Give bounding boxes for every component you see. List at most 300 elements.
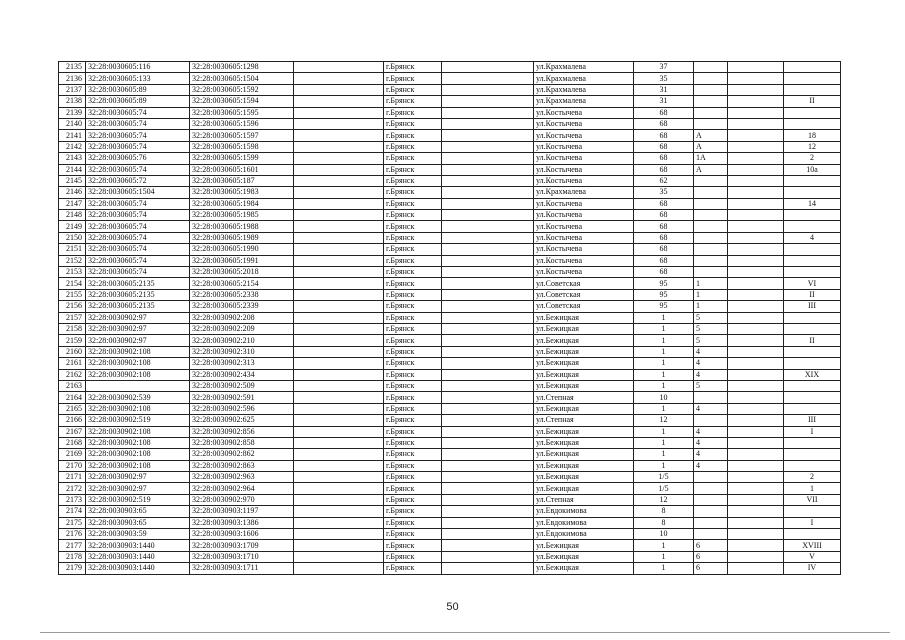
cell-street: ул.Костычева [534,153,634,164]
cell-apartment [784,506,841,517]
cell-cadastral-number: 32:28:0030902:313 [190,358,294,369]
cell-city: г.Брянск [384,210,442,221]
cell-blank-col-2 [442,255,534,266]
cell-blank-col [294,415,384,426]
cell-city: г.Брянск [384,506,442,517]
cell-parent-cadastral-number: 32:28:0030605:74 [86,141,190,152]
cell-blank-col-2 [442,153,534,164]
cell-city: г.Брянск [384,232,442,243]
cell-house-number: 1 [634,312,694,323]
cell-parent-cadastral-number: 32:28:0030902:108 [86,358,190,369]
cell-building [694,221,728,232]
cell-building [694,255,728,266]
cell-blank-col [294,335,384,346]
cell-blank-col [294,289,384,300]
cell-apartment [784,84,841,95]
cell-blank-col [294,130,384,141]
cell-cadastral-number: 32:28:0030605:1991 [190,255,294,266]
cell-row-number: 2157 [59,312,86,323]
table-row [59,449,841,460]
cell-city: г.Брянск [384,335,442,346]
cell-city: г.Брянск [384,551,442,562]
cell-building: 4 [694,346,728,357]
cell-house-number: 1 [634,403,694,414]
cell-parent-cadastral-number: 32:28:0030903:59 [86,529,190,540]
cell-row-number: 2155 [59,289,86,300]
cell-cadastral-number: 32:28:0030605:1601 [190,164,294,175]
cell-street: ул.Костычева [534,118,634,129]
cell-parent-cadastral-number: 32:28:0030605:76 [86,153,190,164]
cell-row-number: 2169 [59,449,86,460]
cell-blank-col [294,84,384,95]
cell-apartment [784,267,841,278]
cell-blank-col-3 [728,426,784,437]
cell-blank-col-2 [442,415,534,426]
cell-parent-cadastral-number: 32:28:0030605:116 [86,62,190,73]
cell-blank-col-2 [442,449,534,460]
table-row [59,483,841,494]
cell-blank-col-3 [728,437,784,448]
cell-apartment: I [784,517,841,528]
cell-blank-col-3 [728,96,784,107]
cell-blank-col-3 [728,175,784,186]
cell-blank-col-2 [442,84,534,95]
table-row [59,540,841,551]
cell-blank-col [294,529,384,540]
cell-apartment [784,529,841,540]
table-row [59,175,841,186]
table-row [59,96,841,107]
cell-street: ул.Евдокимова [534,529,634,540]
cell-building [694,267,728,278]
bottom-rule [40,632,890,633]
cell-cadastral-number: 32:28:0030902:856 [190,426,294,437]
cell-blank-col [294,449,384,460]
cell-blank-col-3 [728,380,784,391]
table-row [59,267,841,278]
cell-blank-col [294,563,384,574]
cell-blank-col-3 [728,483,784,494]
cell-parent-cadastral-number: 32:28:0030903:65 [86,506,190,517]
cell-street: ул.Советская [534,301,634,312]
cell-cadastral-number: 32:28:0030605:2338 [190,289,294,300]
cell-building [694,483,728,494]
cell-city: г.Брянск [384,187,442,198]
cell-apartment [784,380,841,391]
cell-row-number: 2163 [59,380,86,391]
cell-blank-col-2 [442,506,534,517]
cell-street: ул.Бежицкая [534,346,634,357]
cell-apartment [784,323,841,334]
cell-row-number: 2159 [59,335,86,346]
cell-parent-cadastral-number: 32:28:0030605:74 [86,164,190,175]
cell-street: ул.Бежицкая [534,403,634,414]
cell-blank-col-2 [442,437,534,448]
cell-row-number: 2144 [59,164,86,175]
cell-building: 5 [694,312,728,323]
cell-cadastral-number: 32:28:0030903:1711 [190,563,294,574]
cell-city: г.Брянск [384,278,442,289]
cell-house-number: 12 [634,494,694,505]
cell-parent-cadastral-number: 32:28:0030902:108 [86,437,190,448]
cell-apartment: 4 [784,232,841,243]
table-row [59,323,841,334]
cell-city: г.Брянск [384,483,442,494]
cell-blank-col-2 [442,323,534,334]
cell-house-number: 1 [634,460,694,471]
cell-apartment [784,107,841,118]
cell-cadastral-number: 32:28:0030902:434 [190,369,294,380]
cell-row-number: 2177 [59,540,86,551]
cell-row-number: 2174 [59,506,86,517]
cell-city: г.Брянск [384,73,442,84]
cell-street: ул.Бежицкая [534,460,634,471]
cell-parent-cadastral-number: 32:28:0030605:2135 [86,289,190,300]
registry-table [58,61,841,575]
table-row [59,494,841,505]
cell-house-number: 31 [634,84,694,95]
cell-blank-col-3 [728,312,784,323]
cell-building: 4 [694,403,728,414]
cell-blank-col-3 [728,232,784,243]
cell-row-number: 2139 [59,107,86,118]
cell-blank-col-2 [442,346,534,357]
cell-blank-col-3 [728,289,784,300]
cell-row-number: 2152 [59,255,86,266]
cell-blank-col-3 [728,369,784,380]
cell-row-number: 2171 [59,472,86,483]
cell-building [694,392,728,403]
cell-parent-cadastral-number: 32:28:0030605:74 [86,130,190,141]
cell-street: ул.Бежицкая [534,380,634,391]
cell-cadastral-number: 32:28:0030903:1386 [190,517,294,528]
cell-building: 6 [694,551,728,562]
cell-blank-col-3 [728,506,784,517]
cell-row-number: 2147 [59,198,86,209]
table-row [59,369,841,380]
table-row [59,529,841,540]
cell-cadastral-number: 32:28:0030902:863 [190,460,294,471]
cell-cadastral-number: 32:28:0030902:591 [190,392,294,403]
cell-blank-col-2 [442,244,534,255]
cell-apartment: XIX [784,369,841,380]
cell-blank-col [294,312,384,323]
cell-row-number: 2138 [59,96,86,107]
cell-blank-col-2 [442,118,534,129]
cell-apartment: VI [784,278,841,289]
cell-house-number: 35 [634,73,694,84]
table-row [59,415,841,426]
cell-city: г.Брянск [384,118,442,129]
cell-apartment [784,437,841,448]
cell-parent-cadastral-number: 32:28:0030605:1504 [86,187,190,198]
cell-blank-col-3 [728,73,784,84]
cell-street: ул.Евдокимова [534,517,634,528]
cell-street: ул.Степная [534,392,634,403]
cell-blank-col-2 [442,96,534,107]
cell-house-number: 1 [634,369,694,380]
table-row [59,460,841,471]
cell-cadastral-number: 32:28:0030902:210 [190,335,294,346]
table-row [59,107,841,118]
cell-parent-cadastral-number: 32:28:0030902:97 [86,312,190,323]
cell-blank-col-3 [728,244,784,255]
cell-blank-col-2 [442,312,534,323]
cell-blank-col [294,278,384,289]
cell-row-number: 2175 [59,517,86,528]
cell-city: г.Брянск [384,369,442,380]
cell-apartment [784,221,841,232]
cell-blank-col [294,187,384,198]
cell-blank-col-3 [728,118,784,129]
cell-building [694,84,728,95]
cell-blank-col [294,141,384,152]
cell-row-number: 2158 [59,323,86,334]
cell-building [694,472,728,483]
cell-blank-col [294,472,384,483]
cell-apartment [784,118,841,129]
cell-row-number: 2143 [59,153,86,164]
cell-parent-cadastral-number: 32:28:0030605:74 [86,210,190,221]
cell-blank-col-3 [728,210,784,221]
cell-house-number: 37 [634,62,694,73]
cell-house-number: 68 [634,267,694,278]
cell-blank-col-2 [442,358,534,369]
cell-street: ул.Костычева [534,141,634,152]
cell-apartment [784,449,841,460]
cell-apartment: 1 [784,483,841,494]
cell-apartment [784,346,841,357]
cell-parent-cadastral-number: 32:28:0030605:74 [86,255,190,266]
cell-blank-col [294,153,384,164]
table-row [59,346,841,357]
cell-blank-col [294,358,384,369]
cell-blank-col [294,198,384,209]
cell-apartment [784,255,841,266]
cell-city: г.Брянск [384,529,442,540]
cell-street: ул.Евдокимова [534,506,634,517]
cell-house-number: 68 [634,164,694,175]
cell-building: 1А [694,153,728,164]
cell-blank-col-2 [442,380,534,391]
cell-street: ул.Советская [534,289,634,300]
cell-apartment [784,187,841,198]
cell-house-number: 1/5 [634,483,694,494]
cell-city: г.Брянск [384,358,442,369]
cell-parent-cadastral-number: 32:28:0030903:65 [86,517,190,528]
cell-parent-cadastral-number: 32:28:0030903:1440 [86,551,190,562]
cell-row-number: 2136 [59,73,86,84]
cell-blank-col-3 [728,563,784,574]
cell-cadastral-number: 32:28:0030605:1985 [190,210,294,221]
cell-apartment: I [784,426,841,437]
table-row [59,380,841,391]
cell-blank-col-2 [442,107,534,118]
cell-blank-col-3 [728,153,784,164]
cell-row-number: 2148 [59,210,86,221]
cell-parent-cadastral-number [86,380,190,391]
cell-blank-col [294,551,384,562]
cell-blank-col-2 [442,551,534,562]
table-row [59,84,841,95]
cell-street: ул.Бежицкая [534,335,634,346]
cell-parent-cadastral-number: 32:28:0030605:89 [86,84,190,95]
cell-row-number: 2168 [59,437,86,448]
cell-blank-col [294,221,384,232]
table-row [59,506,841,517]
cell-blank-col-3 [728,84,784,95]
cell-house-number: 12 [634,415,694,426]
cell-cadastral-number: 32:28:0030605:1595 [190,107,294,118]
cell-row-number: 2179 [59,563,86,574]
cell-street: ул.Костычева [534,107,634,118]
cell-apartment [784,460,841,471]
cell-blank-col-3 [728,551,784,562]
cell-city: г.Брянск [384,175,442,186]
cell-street: ул.Бежицкая [534,312,634,323]
cell-city: г.Брянск [384,164,442,175]
cell-city: г.Брянск [384,494,442,505]
cell-blank-col [294,346,384,357]
cell-street: ул.Крахмалева [534,73,634,84]
table-row [59,118,841,129]
cell-building [694,187,728,198]
cell-blank-col-2 [442,73,534,84]
cell-parent-cadastral-number: 32:28:0030605:74 [86,232,190,243]
cell-blank-col [294,267,384,278]
cell-blank-col-3 [728,62,784,73]
cell-street: ул.Костычева [534,221,634,232]
cell-building: 1 [694,278,728,289]
cell-parent-cadastral-number: 32:28:0030605:74 [86,107,190,118]
cell-cadastral-number: 32:28:0030605:1594 [190,96,294,107]
cell-house-number: 68 [634,255,694,266]
cell-blank-col [294,494,384,505]
cell-city: г.Брянск [384,472,442,483]
table-row [59,187,841,198]
cell-house-number: 68 [634,210,694,221]
cell-street: ул.Костычева [534,244,634,255]
cell-blank-col-3 [728,540,784,551]
cell-street: ул.Крахмалева [534,84,634,95]
cell-house-number: 1 [634,563,694,574]
cell-house-number: 68 [634,130,694,141]
cell-city: г.Брянск [384,62,442,73]
cell-blank-col-3 [728,198,784,209]
cell-parent-cadastral-number: 32:28:0030902:108 [86,449,190,460]
table-row [59,563,841,574]
cell-blank-col-2 [442,289,534,300]
cell-building: 4 [694,437,728,448]
cell-row-number: 2153 [59,267,86,278]
cell-house-number: 1 [634,540,694,551]
cell-house-number: 68 [634,244,694,255]
cell-cadastral-number: 32:28:0030902:963 [190,472,294,483]
cell-blank-col-3 [728,323,784,334]
cell-cadastral-number: 32:28:0030902:310 [190,346,294,357]
cell-cadastral-number: 32:28:0030902:208 [190,312,294,323]
cell-city: г.Брянск [384,301,442,312]
cell-city: г.Брянск [384,380,442,391]
cell-blank-col-2 [442,540,534,551]
cell-blank-col-3 [728,278,784,289]
cell-city: г.Брянск [384,267,442,278]
table-row [59,312,841,323]
cell-blank-col [294,107,384,118]
table-row [59,358,841,369]
cell-blank-col-2 [442,175,534,186]
cell-blank-col [294,392,384,403]
cell-cadastral-number: 32:28:0030903:1709 [190,540,294,551]
cell-parent-cadastral-number: 32:28:0030605:133 [86,73,190,84]
cell-cadastral-number: 32:28:0030902:970 [190,494,294,505]
cell-parent-cadastral-number: 32:28:0030605:74 [86,221,190,232]
cell-house-number: 1 [634,426,694,437]
cell-apartment [784,73,841,84]
cell-row-number: 2167 [59,426,86,437]
cell-cadastral-number: 32:28:0030902:509 [190,380,294,391]
cell-row-number: 2172 [59,483,86,494]
table-row [59,130,841,141]
cell-building: 5 [694,335,728,346]
cell-building [694,232,728,243]
cell-parent-cadastral-number: 32:28:0030902:108 [86,346,190,357]
table-row [59,437,841,448]
cell-city: г.Брянск [384,426,442,437]
cell-city: г.Брянск [384,289,442,300]
cell-blank-col [294,369,384,380]
cell-blank-col-2 [442,483,534,494]
cell-blank-col-2 [442,141,534,152]
cell-blank-col [294,483,384,494]
cell-blank-col-2 [442,494,534,505]
cell-parent-cadastral-number: 32:28:0030605:74 [86,244,190,255]
table-row [59,62,841,73]
cell-cadastral-number: 32:28:0030605:1504 [190,73,294,84]
cell-house-number: 1 [634,346,694,357]
table-row [59,551,841,562]
cell-parent-cadastral-number: 32:28:0030902:108 [86,426,190,437]
cell-house-number: 68 [634,198,694,209]
cell-street: ул.Советская [534,278,634,289]
cell-building [694,62,728,73]
cell-blank-col-3 [728,107,784,118]
cell-city: г.Брянск [384,323,442,334]
cell-cadastral-number: 32:28:0030605:2018 [190,267,294,278]
cell-cadastral-number: 32:28:0030605:1298 [190,62,294,73]
cell-blank-col [294,460,384,471]
cell-street: ул.Костычева [534,267,634,278]
cell-blank-col-2 [442,221,534,232]
cell-city: г.Брянск [384,403,442,414]
cell-blank-col-3 [728,255,784,266]
cell-blank-col-3 [728,449,784,460]
cell-row-number: 2164 [59,392,86,403]
cell-apartment: XVIII [784,540,841,551]
cell-building [694,210,728,221]
cell-row-number: 2154 [59,278,86,289]
cell-cadastral-number: 32:28:0030605:187 [190,175,294,186]
cell-street: ул.Степная [534,415,634,426]
cell-house-number: 62 [634,175,694,186]
cell-blank-col-2 [442,130,534,141]
cell-blank-col-2 [442,369,534,380]
cell-row-number: 2151 [59,244,86,255]
cell-building: А [694,141,728,152]
cell-apartment: 2 [784,153,841,164]
cell-city: г.Брянск [384,449,442,460]
cell-building [694,506,728,517]
